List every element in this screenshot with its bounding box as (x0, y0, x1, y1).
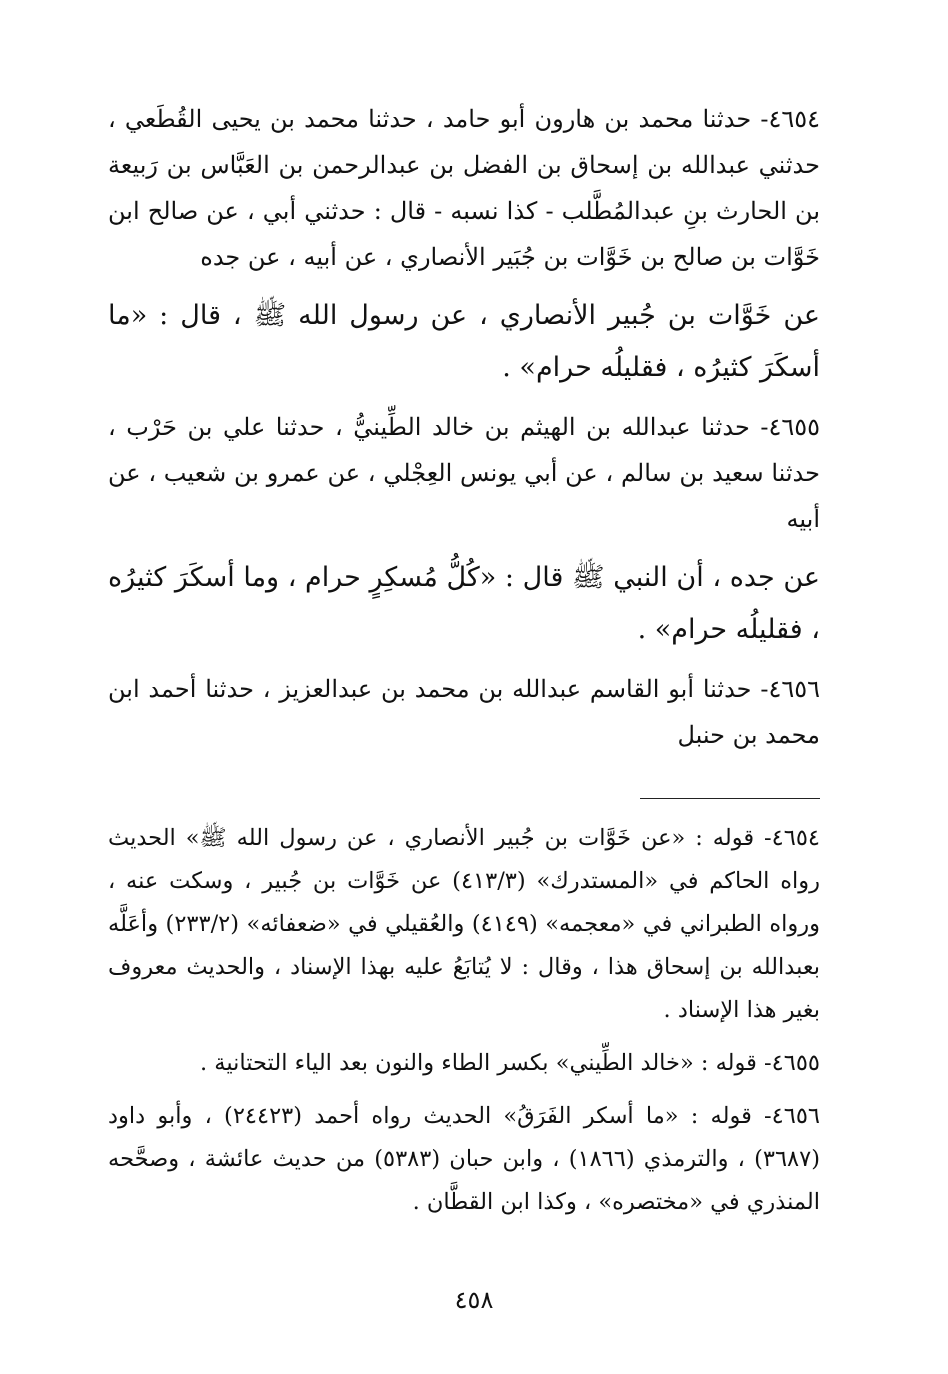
hadith-4655-isnad: ٤٦٥٥- حدثنا عبدالله بن الهيثم بن خالد الطِّينيُّ ، حدثنا علي بن حَرْب ، حدثنا سعيد بن سالم ، عن أبي يونس العِجْلي ، عن عمرو بن شعيب ، عن أبيه (108, 413, 820, 533)
footnote-4656: ٤٦٥٦- قوله : «ما أسكر الفَرَقُ» الحديث رواه أحمد (٢٤٤٢٣) ، وأبو داود (٣٦٨٧) ، والترمذي (١٨٦٦) ، وابن حبان (٥٣٨٣) من حديث عائشة ، وصحَّحه المنذري في «مختصره» ، وكذا ابن القطَّان . (108, 1103, 821, 1215)
hadith-4656-isnad: ٤٦٥٦- حدثنا أبو القاسم عبدالله بن محمد بن عبدالعزيز ، حدثنا أحمد ابن محمد بن حنبل (108, 675, 820, 749)
page-number: ٤٥٨ (454, 1286, 494, 1314)
footnote-4654: ٤٦٥٤- قوله : «عن خَوَّات بن جُبير الأنصاري ، عن رسول الله ﷺ» الحديث رواه الحاكم في «المستدرك» (٤١٣/٣) عن خَوَّات بن جُبير ، وسكت عنه ، ورواه الطبراني في «معجمه» (٤١٤٩) والعُقيلي في «ضعفائه» (٢٣٣/٢) وأعَلَّه بعبدالله بن إسحاق هذا ، وقال : لا يُتابَعُ عليه بهذا الإسناد ، والحديث معروف بغير هذا الإسناد . (108, 825, 820, 1023)
main-text (108, 96, 820, 758)
hadith-4655-matn: عن جده ، أن النبي ﷺ قال : «كُلُّ مُسكِرٍ حرام ، وما أسكَرَ كثيرُه ، فقليلُه حرام» . (108, 562, 820, 645)
hadith-4654-isnad: ٤٦٥٤- حدثنا محمد بن هارون أبو حامد ، حدثنا محمد بن يحيى القُطَعي ، حدثني عبدالله بن إسحاق بن الفضل بن عبدالرحمن بن العَبَّاس بن رَبيعة بن الحارث بنِ عبدالمُطَّلب - كذا نسبه - قال : حدثني أبي ، عن صالح ابن خَوَّات بن صالح بن خَوَّات بن جُبَير الأنصاري ، عن أبيه ، عن جده (108, 105, 820, 271)
footnote-divider (640, 798, 820, 799)
footnote-4655: ٤٦٥٥- قوله : «خالد الطِّيني» بكسر الطاء والنون بعد الياء التحتانية . (199, 1050, 820, 1076)
footnotes (108, 817, 820, 1224)
hadith-4654-matn: عن خَوَّات بن جُبير الأنصاري ، عن رسول الله ﷺ ، قال : «ما أسكَرَ كثيرُه ، فقليلُه حرام» . (108, 300, 820, 383)
